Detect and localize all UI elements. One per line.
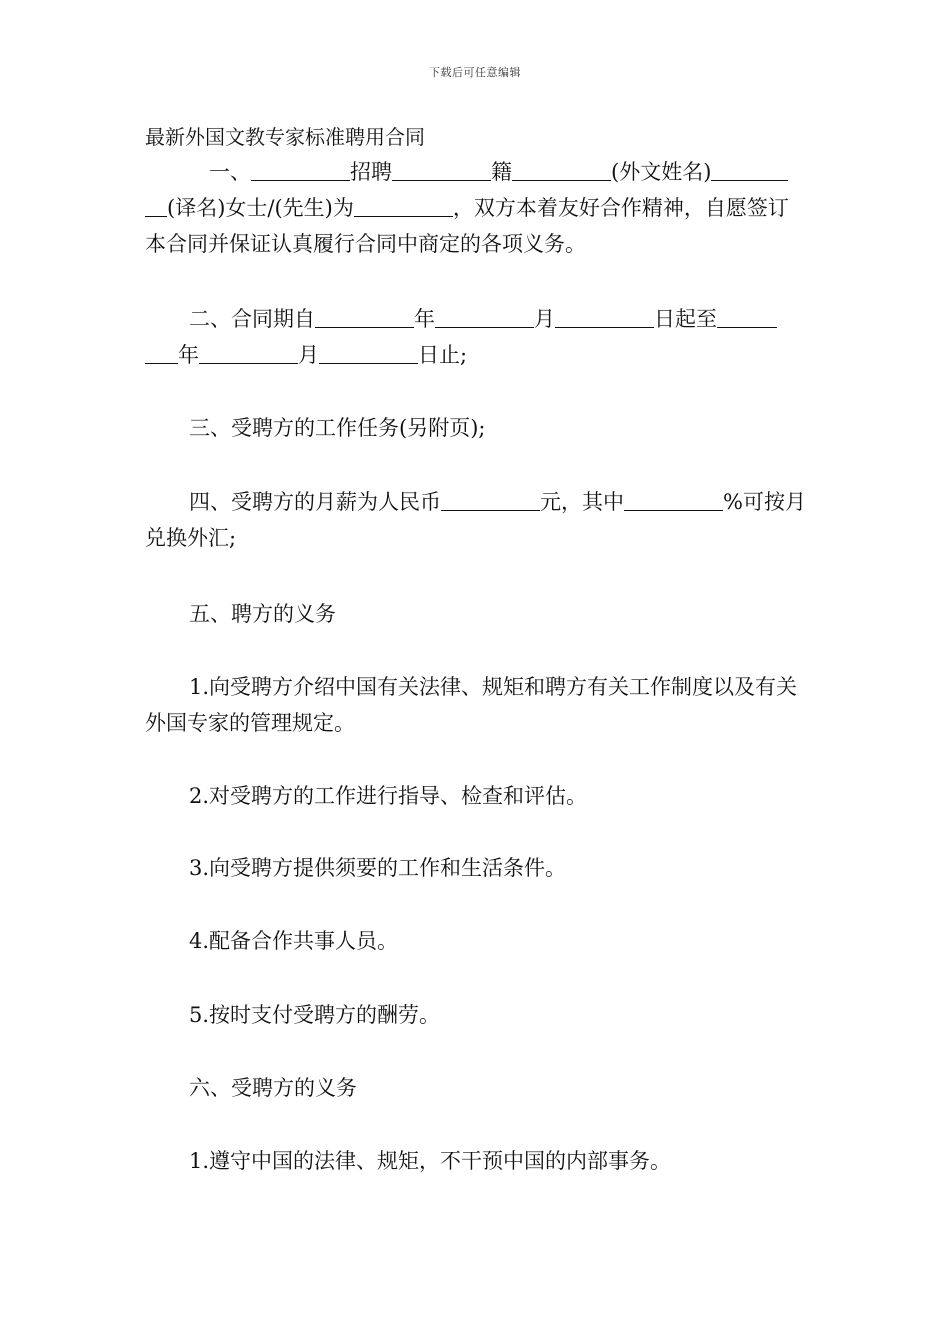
blank-position[interactable] xyxy=(354,194,453,217)
section-6 xyxy=(145,1070,807,1106)
blank-start-day[interactable] xyxy=(555,305,654,328)
section-4-rest: %可按月兑换外汇; xyxy=(145,490,806,550)
blank-salary[interactable] xyxy=(441,488,540,511)
section-1-text-nationality: 籍 xyxy=(491,160,512,184)
blank-start-year[interactable] xyxy=(315,305,414,328)
blank-percent[interactable] xyxy=(624,488,723,511)
blank-translated-name[interactable] xyxy=(711,158,788,181)
section-2-paragraph xyxy=(145,301,807,373)
header-note: 下载后可任意编辑 xyxy=(429,66,521,79)
blank-employer[interactable] xyxy=(251,158,350,181)
section-4-paragraph xyxy=(145,484,807,556)
section-2 xyxy=(145,301,807,373)
section-3-paragraph: 三、受聘方的工作任务(另附页); xyxy=(189,416,486,440)
section-2-year-end: 年 xyxy=(178,343,199,367)
section-1-text-foreign-name: (外文姓名) xyxy=(611,160,712,184)
list-item: 1.向受聘方介绍中国有关法律、规矩和聘方有关工作制度以及有关外国专家的管理规定。 xyxy=(145,675,798,735)
section-1-text-recruit: 招聘 xyxy=(350,160,392,184)
section-2-year: 年 xyxy=(414,307,435,331)
section-5-item-1 xyxy=(145,669,807,741)
section-2-prefix: 二、合同期自 xyxy=(189,307,315,331)
list-item: 5.按时支付受聘方的酬劳。 xyxy=(189,1003,441,1027)
section-4-prefix: 四、受聘方的月薪为人民币 xyxy=(189,490,441,514)
section-1 xyxy=(145,154,807,262)
section-5-heading: 五、聘方的义务 xyxy=(189,602,336,626)
section-1-paragraph xyxy=(145,154,807,262)
section-2-day-end: 日止; xyxy=(418,343,468,367)
list-item: 1.遵守中国的法律、规矩，不干预中国的内部事务。 xyxy=(189,1149,672,1173)
document-title: 最新外国文教专家标准聘用合同 xyxy=(145,125,425,149)
blank-start-month[interactable] xyxy=(435,305,534,328)
blank-end-year[interactable] xyxy=(717,305,777,328)
section-3 xyxy=(145,410,807,446)
section-4-yuan: 元，其中 xyxy=(540,490,624,514)
section-2-day-from: 日起至 xyxy=(654,307,717,331)
blank-nationality[interactable] xyxy=(392,158,491,181)
section-5-item-3 xyxy=(145,850,807,886)
section-1-text-title: (译名)女士/(先生)为 xyxy=(167,196,354,220)
section-6-heading: 六、受聘方的义务 xyxy=(189,1076,357,1100)
section-5 xyxy=(145,596,807,632)
blank-end-year-cont[interactable] xyxy=(145,341,178,364)
section-5-item-4 xyxy=(145,923,807,959)
list-item: 4.配备合作共事人员。 xyxy=(189,929,399,953)
blank-end-day[interactable] xyxy=(319,341,418,364)
list-item: 3.向受聘方提供须要的工作和生活条件。 xyxy=(189,856,567,880)
section-1-text-rest: ，双方本着友好合作精神，自愿签订本合同并保证认真履行合同中商定的各项义务。 xyxy=(145,196,789,256)
blank-end-month[interactable] xyxy=(199,341,298,364)
section-1-prefix: 一、 xyxy=(209,160,251,184)
blank-translated-name-cont[interactable] xyxy=(145,194,167,217)
section-4 xyxy=(145,484,807,556)
section-6-item-1 xyxy=(145,1143,807,1179)
section-5-item-2 xyxy=(145,778,807,814)
section-2-month: 月 xyxy=(534,307,555,331)
blank-foreign-name[interactable] xyxy=(512,158,611,181)
list-item: 2.对受聘方的工作进行指导、检查和评估。 xyxy=(189,784,588,808)
section-5-item-5 xyxy=(145,997,807,1033)
section-2-month-end: 月 xyxy=(298,343,319,367)
